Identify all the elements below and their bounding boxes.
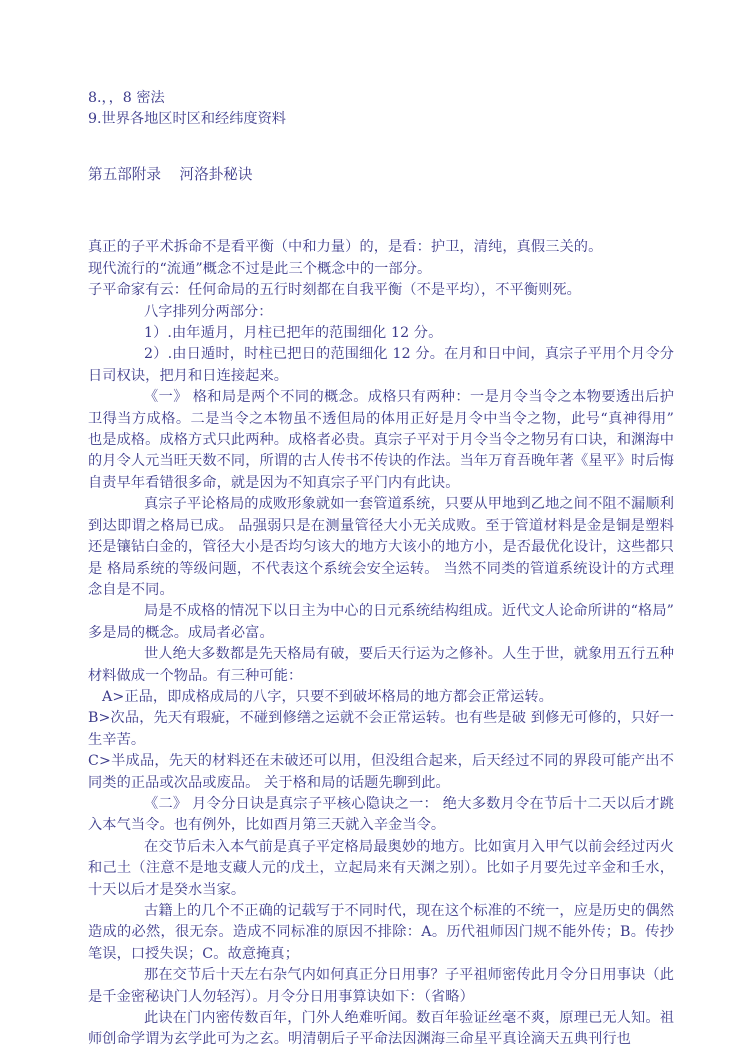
page-heading: 第五部附录 河洛卦秘诀	[88, 166, 253, 184]
paragraph-18-closing: 此诀在门内密传数百年，门外人绝难听闻。数百年验证丝毫不爽，原理已无人知。祖师创命学谓为玄学此可为之玄。明清朝后子平命法因渊海三命星平真诠滴天五典刊行也	[88, 1010, 674, 1048]
paragraph-2: 现代流行的“流通”概念不过是此三个概念中的一部分。	[88, 260, 432, 277]
paragraph-3: 子平命家有云：任何命局的五行时刻都在自我平衡（不是平均），不平衡则死。	[88, 282, 581, 299]
paragraph-14-section-two: 《二》 月令分日诀是真宗子平核心隐诀之一： 绝大多数月令在节后十二天以后才跳入本气当令。也有例外，比如酉月第三天就入辛金当令。	[88, 795, 674, 834]
paragraph-17-secret-formula: 那在交节后十天左右杂气内如何真正分日用事？子平祖师密传此月令分日用事诀（此是千金密秘诀门人勿轻泻）。月令分日用事算诀如下：（省略）	[88, 967, 674, 1005]
paragraph-7-section-one: 《一》 格和局是两个不同的概念。成格只有两种：一是月令当令之本物要透出后护卫得当方成格。二是当令之本物虽不透但局的体用正好是月令中当令之物，此号“真神得用”也是成格。成格方式只此两种。成格者必贵。真宗子平对于月令当令之物另有口诀，和渊海中的月令人元当旺天数不同，所谓的古人传书不传诀的作法。当年万育吾晚年著《星平》时后悔自责早年看错很多命，就是因为不知真宗子平门内有此诀。	[88, 389, 674, 491]
paragraph-16-ancient-records: 古籍上的几个不正确的记载写于不同时代，现在这个标准的不统一，应是历史的偶然造成的必然，很无奈。造成不同标准的原因不排除：A。历代祖师因门规不能外传；B。传抄笔误，口授失误；C。故意掩真；	[88, 903, 674, 962]
paragraph-15-jieqi-detail: 在交节后未入本气前是真子平定格局最奥妙的地方。比如寅月入甲气以前会经过丙火和己土（注意不是地支藏人元的戊土，立起局来有天渊之别）。比如子月要先过辛金和壬水，十天以后才是癸水当家。	[88, 838, 674, 898]
toc-item-9: 9.世界各地区时区和经纬度资料	[88, 111, 286, 128]
paragraph-6-item-2: 2）.由日遁时，时柱已把日的范围细化 12 分。在月和日中间，真宗子平用个月令分日司权诀，把月和日连接起来。	[88, 346, 674, 384]
paragraph-5-item-1: 1）.由年遁月，月柱已把年的范围细化 12 分。	[144, 325, 443, 342]
paragraph-9-ju-concept: 局是不成格的情况下以日主为中心的日元系统结构组成。近代文人论命所讲的“格局”多是局的概念。成局者必富。	[88, 603, 674, 641]
paragraph-11-item-a: A>正品，即成格成局的八字，只要不到破坏格局的地方都会正常运转。	[102, 688, 553, 705]
paragraph-10-three-possibilities: 世人绝大多数都是先天格局有破，要后天行运为之修补。人生于世，就象用五行五种材料做成一个物品。有三种可能：	[88, 646, 674, 684]
paragraph-1: 真正的子平术拆命不是看平衡（中和力量）的，是看：护卫，清纯，真假三关的。	[88, 239, 603, 256]
paragraph-8-pipeline-analogy: 真宗子平论格局的成败形象就如一套管道系统，只要从甲地到乙地之间不阻不漏顺利到达即谓之格局已成。 品强弱只是在测量管径大小无关成败。至于管道材料是金是铜是塑料还是镶钻白金的，管径大小是否均匀该大的地方大该小的地方小，是否最优化设计，这些都只是 格局系统的等级问题，不代表这个系统会安全运转。 当然不同类的管道系统设计的方式理念自是不同。	[88, 496, 674, 598]
paragraph-12-item-b: B>次品，先天有瑕疵，不碰到修缮之运就不会正常运转。也有些是破 到修无可修的，只好一生辛苦。	[88, 710, 674, 748]
toc-item-8: 8.，，8 密法	[88, 90, 165, 106]
paragraph-4: 八字排列分两部分：	[144, 303, 273, 320]
paragraph-13-item-c: C>半成品，先天的材料还在未破还可以用，但没组合起来，后天经过不同的界段可能产出不同类的正品或次品或废品。 关于格和局的话题先聊到此。	[88, 753, 674, 791]
spacer-after-heading-2	[88, 219, 674, 237]
spacer-before-heading	[88, 130, 674, 164]
spacer-after-heading	[88, 185, 674, 219]
page-content	[88, 88, 674, 1051]
